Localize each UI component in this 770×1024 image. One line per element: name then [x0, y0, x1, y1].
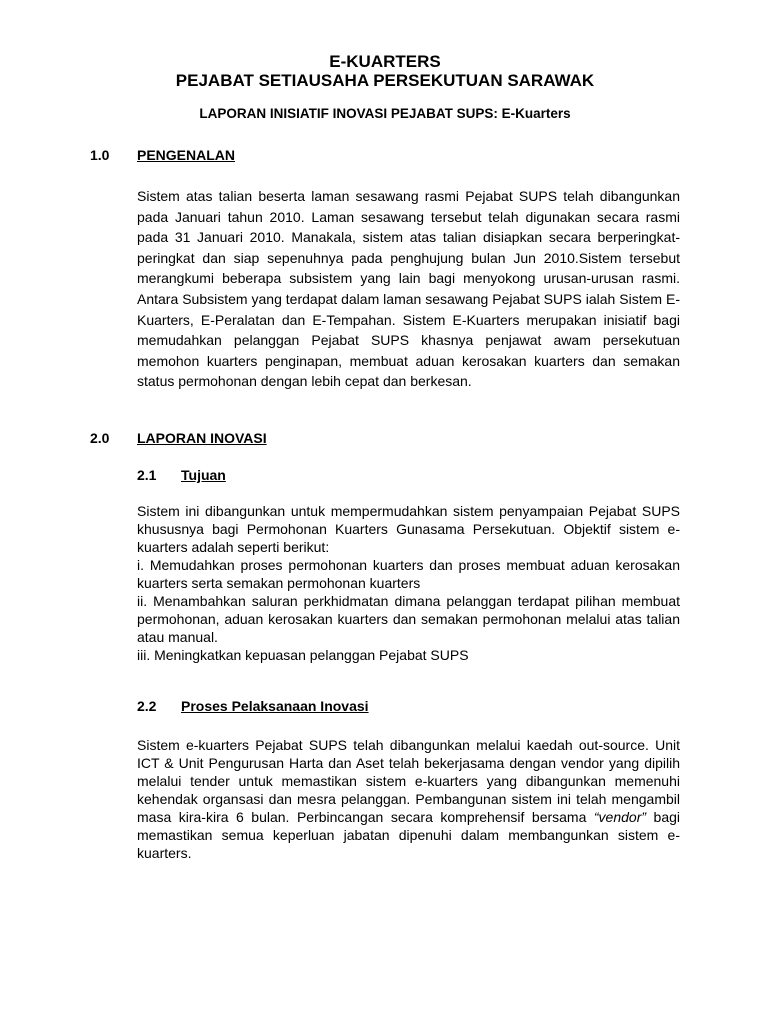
body-text-part-2: bagi memastikan semua keperluan jabatan dipenuhi dalam membangunkan sistem e-kuarters. — [137, 809, 681, 861]
subsection-2-2-body — [137, 736, 680, 862]
document-organization: PEJABAT SETIAUSAHA PERSEKUTUAN SARAWAK — [175, 71, 595, 90]
objective-item-2: ii. Menambahkan saluran perkhidmatan dimana pelanggan terdapat pilihan membuat permohonan, aduan kerosakan kuarters dan semakan permohonan melalui atas talian atau manual. — [137, 593, 680, 645]
body-text-part-1: Sistem e-kuarters Pejabat SUPS telah dibangunkan melalui kaedah out-source. Unit ICT & Unit Pengurusan Harta dan Aset telah bekerjasama dengan vendor yang dipilih melalui tender untuk memastikan sistem e-kuarters yang dibangunkan memenuhi kehendak organsasi dan mesra pelanggan. Pembangunan sistem ini telah mengambil masa kira-kira 6 bulan. Perbincangan secara komprehensif bersama — [137, 737, 680, 825]
objective-intro: Sistem ini dibangunkan untuk mempermudahkan sistem penyampaian Pejabat SUPS khususnya bagi Permohonan Kuarters Gunasama Persekutuan. Objektif sistem e-kuarters adalah seperti berikut: — [137, 503, 680, 555]
objective-item-1: i. Memudahkan proses permohonan kuarters dan proses membuat aduan kerosakan kuarters serta semakan permohonan kuarters — [137, 557, 680, 591]
document-subtitle: LAPORAN INISIATIF INOVASI PEJABAT SUPS: E-Kuarters — [199, 106, 571, 121]
section-1-number: 1.0 — [90, 147, 110, 163]
section-1-heading: PENGENALAN — [137, 147, 236, 163]
subsection-2-1-number: 2.1 — [137, 467, 157, 483]
vendor-term: “vendor” — [593, 809, 647, 825]
section-2-number: 2.0 — [90, 430, 110, 446]
subsection-2-2-heading: Proses Pelaksanaan Inovasi — [181, 698, 369, 714]
subsection-2-2-number: 2.2 — [137, 698, 157, 714]
section-1-body: Sistem atas talian beserta laman sesawang rasmi Pejabat SUPS telah dibangunkan pada Januari tahun 2010. Laman sesawang tersebut telah digunakan secara rasmi pada 31 Januari 2010. Manakala, sistem atas talian disiapkan secara berperingkat-peringkat dan siap sepenuhnya pada penghujung bulan Jun 2010.Sistem tersebut merangkumi beberapa subsistem yang lain bagi menyokong urusan-urusan rasmi. Antara Subsistem yang terdapat dalam laman sesawang Pejabat SUPS ialah Sistem E-Kuarters, E-Peralatan dan E-Tempahan. Sistem E-Kuarters merupakan inisiatif bagi memudahkan pelanggan Pejabat SUPS khasnya penjawat awam persekutuan memohon kuarters penginapan, membuat aduan kerosakan kuarters dan semakan status permohonan dengan lebih cepat dan berkesan. — [137, 188, 680, 390]
subsection-2-1-heading: Tujuan — [181, 467, 226, 483]
objective-item-3: iii. Meningkatkan kepuasan pelanggan Pejabat SUPS — [137, 647, 469, 663]
document-title: E-KUARTERS — [329, 52, 441, 71]
subsection-2-1-body — [137, 502, 680, 664]
section-2-heading: LAPORAN INOVASI — [137, 430, 267, 446]
